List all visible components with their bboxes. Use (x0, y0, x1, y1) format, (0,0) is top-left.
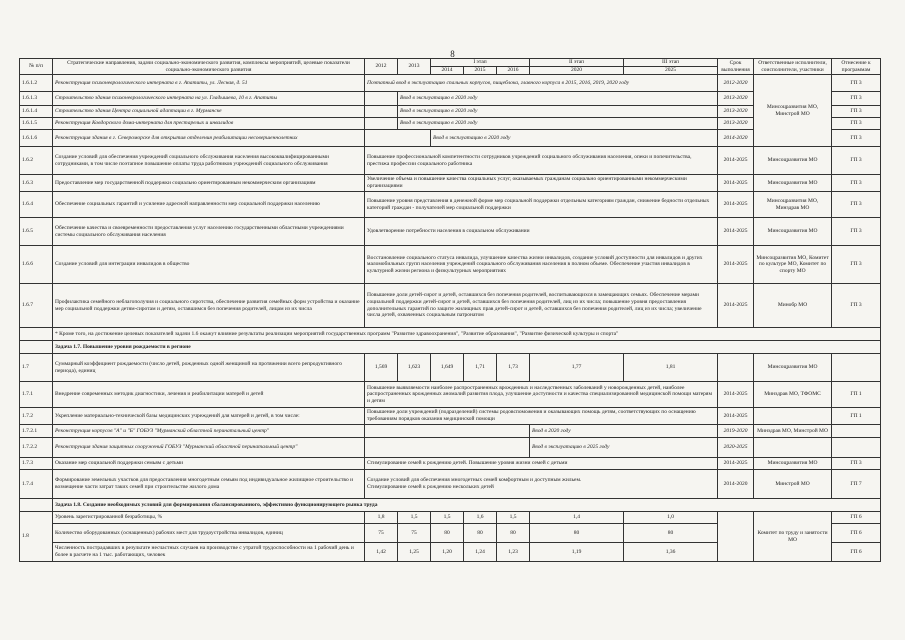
row-responsible: Минсоцразвития МО (754, 218, 832, 246)
table-row (20, 192, 881, 218)
row-num: 1.6.5 (20, 218, 53, 246)
row-responsible: Минстрой МО (754, 470, 832, 499)
row-name: Уровень зарегистрированной безработицы, % (53, 512, 365, 524)
value-2020: 1,4 (530, 512, 624, 524)
value-2025: 1,81 (624, 354, 718, 382)
row-result: Увеличение объема и повышение качества социальных услуг, оказываемых гражданам социально ориентированными некоммерческими организациями (365, 175, 718, 192)
row-result: Повышение профессиональной компетентности сотрудников учреждений социального обслуживания населения, опеки и попечительства, престижа профессии социального работника (365, 147, 718, 175)
row-term: 2013-2020 (718, 118, 754, 130)
row-name: Строительство здания Центра социальной адаптации в г. Мурманске (53, 106, 365, 118)
row-num: 1.6.3 (20, 175, 53, 192)
row-program (832, 354, 881, 382)
row-responsible: Минздрав МО, ТФОМС (754, 382, 832, 408)
row-term: 2012-2020 (718, 75, 754, 92)
row-result: Ввод в эксплуатацию в 2020 году (398, 106, 718, 118)
table-row (20, 218, 881, 246)
row-responsible: Минсоцразвития МО (754, 147, 832, 175)
row-result-line: Стимулирование семей к рождению нескольких детей (367, 484, 494, 490)
header-2012: 2012 (365, 59, 398, 75)
row-name: Предоставление мер государственной поддержки социально ориентированным некоммерческим организациям (53, 175, 365, 192)
row-program (832, 438, 881, 458)
value-2013: 75 (398, 524, 431, 543)
row-num: 1.6.1.2 (20, 75, 53, 92)
value-2012: 75 (365, 524, 398, 543)
value-2016: 1,5 (497, 512, 530, 524)
value-2015: 1,6 (464, 512, 497, 524)
value-2020: 1,77 (530, 354, 624, 382)
row-result-line: Создание условий для обеспечения многодетных семей комфортным и доступным жильем. (367, 477, 582, 484)
row-num: 1.6.6 (20, 246, 53, 284)
row-responsible: Комитет по труду и занятости МО (754, 512, 832, 562)
section-row (20, 341, 881, 354)
value-2013: 1,25 (398, 543, 431, 562)
row-program: ГП 3 (832, 106, 881, 118)
row-name: Реконструкция Ковдорского дома-интерната для престарелых и инвалидов (53, 118, 365, 130)
row-result: Ввод в эксплуатацию в 2020 году (398, 92, 718, 106)
row-result: Стимулирование семей к рождению детей. Повышение уровня жизни семей с детьми (365, 458, 718, 470)
table-row (20, 75, 881, 92)
row-spacer (365, 106, 398, 118)
row-num: 1.7.3 (20, 458, 53, 470)
header-stage-3: III этап (624, 59, 718, 67)
row-spacer (365, 130, 431, 147)
header-program: Отнесение к программам (832, 59, 881, 75)
value-2025: 80 (624, 524, 718, 543)
table-row (20, 118, 881, 130)
row-num: 1.7.2.1 (20, 425, 53, 438)
page-number: 8 (450, 49, 455, 59)
row-num: 1.6.1.5 (20, 118, 53, 130)
table-row (20, 512, 881, 524)
row-term: 2014-2025 (718, 408, 754, 425)
row-spacer (365, 118, 398, 130)
table-row (20, 408, 881, 425)
row-num: 1.6.4 (20, 192, 53, 218)
value-2013: 1,623 (398, 354, 431, 382)
row-program: ГП 3 (832, 175, 881, 192)
row-name: Создание условий для интеграции инвалидов в общество (53, 246, 365, 284)
row-num: 1.6.2 (20, 147, 53, 175)
value-2013: 1,5 (398, 512, 431, 524)
row-result: Удовлетворение потребности населения в социальном обслуживании (365, 218, 718, 246)
row-name: Реконструкция здания защитных сооружений ГОБУЗ "Мурманский областной перинатальный центр" (53, 438, 365, 458)
row-responsible: Минздрав МО, Минстрой МО (754, 425, 832, 438)
row-result (365, 470, 718, 499)
value-2025: 1,0 (624, 512, 718, 524)
note-row (20, 328, 881, 341)
row-term: 2014-2025 (718, 175, 754, 192)
row-name: Реконструкция психоневрологического интерната в г. Апатиты, ул. Лесная, д. 51 (53, 75, 365, 92)
row-program: ГП 6 (832, 543, 881, 562)
value-2016: 80 (497, 524, 530, 543)
row-program: ГП 3 (832, 218, 881, 246)
row-name: Оказание мер социальной поддержки семьям с детьми (53, 458, 365, 470)
row-term: 2013-2020 (718, 106, 754, 118)
row-num: 1.6.7 (20, 284, 53, 328)
row-program: ГП 3 (832, 458, 881, 470)
row-responsible: Минсоцразвития МО (754, 458, 832, 470)
note-text: * Кроме того, на достижение целевых показателей задачи 1.6 окажут влияние результаты реализации мероприятий государственных программ "Развитие здравоохранения", "Развитие образования", "Развитие физической культуры и спорта" (53, 328, 881, 341)
row-result: Ввод в эксплуатацию в 2020 году (431, 130, 718, 147)
row-term: 2014-2025 (718, 382, 754, 408)
row-program: ГП 1 (832, 382, 881, 408)
row-result: Повышение выявляемости наиболее распространенных врожденных и наследственных заболеваний у новорожденных детей, наиболее распространенных врожденных аномалий развития плода, улучшение доступности и качества специализированной медицинской помощи матерям и детям (365, 382, 718, 408)
row-result: Повышение доли детей-сирот и детей, оставшихся без попечения родителей, воспитывающихся в замещающих семьях. Обеспечение мерами социальной поддержки детей-сирот и детей, оставшихся без попечения родителей, лиц из их числа; повышение уровня предоставления дополнительных гарантий по защите жилищных прав детей-сирот и детей, оставшихся без попечения родителей, лиц из их числа; увеличение числа детей, охваченных социальным патронатом (365, 284, 718, 328)
row-name: Суммарный коэффициент рождаемости (число детей, рожденных одной женщиной на протяжении всего репродуктивного периода), единиц (53, 354, 365, 382)
header-2014: 2014 (431, 67, 464, 75)
header-stage-2: II этап (530, 59, 624, 67)
row-num: 1.7.1 (20, 382, 53, 408)
row-name: Реконструкция здания в г. Североморске для открытия отделения реабилитации несовершеннолетних (53, 130, 365, 147)
value-2014: 1,5 (431, 512, 464, 524)
row-term: 2014-2025 (718, 218, 754, 246)
row-term: 2014-2020 (718, 130, 754, 147)
row-name: Профилактика семейного неблагополучия и социального сиротства, обеспечение развития семейных форм устройства и оказание мер социальной поддержки детям-сиротам и детям, оставшимся без попечения родителей, лицам из их числа (53, 284, 365, 328)
header-strategy: Стратегические направления, задачи социально-экономического развития, комплексы мероприятий, целевые показатели социально-экономического развития (53, 59, 365, 75)
header-num: № п/п (20, 59, 53, 75)
value-2020: 1,19 (530, 543, 624, 562)
table-row (20, 92, 881, 106)
row-result: Ввод в эксплуатацию в 2020 году (398, 118, 718, 130)
header-2025: 2025 (624, 67, 718, 75)
program-table (19, 58, 881, 562)
table-row (20, 246, 881, 284)
row-name: Численность пострадавших в результате несчастных случаев на производстве с утратой трудоспособности на 1 рабочий день и более в расчете на 1 тыс. работающих, человек (53, 543, 365, 562)
row-responsible: Минсоцразвития МО (754, 354, 832, 382)
value-2025: 1,36 (624, 543, 718, 562)
row-result: Повышение доли учреждений (подразделений) системы родовспоможения и оказывающих помощь детям, соответствующих по оснащению требованиям порядков оказания медицинской помощи (365, 408, 718, 425)
table-row (20, 354, 881, 382)
value-2014: 1,649 (431, 354, 464, 382)
row-num (20, 499, 53, 512)
header-row (20, 59, 881, 67)
table-row (20, 438, 881, 458)
row-num: 1.7.2 (20, 408, 53, 425)
row-program: ГП 3 (832, 130, 881, 147)
row-result: Поэтапный ввод в эксплуатацию спальных корпусов, пищеблока, главного корпуса в 2015, 2016, 2019, 2020 году (365, 75, 718, 92)
row-name: Формирование земельных участков для предоставления многодетным семьям под индивидуальное жилищное строительство и возмещение части затрат таких семей при строительстве жилого дома (53, 470, 365, 499)
row-num (20, 328, 53, 341)
row-program: ГП 6 (832, 512, 881, 524)
section-heading: Задача 1.8. Создание необходимых условий для формирования сбалансированного, эффективно функционирующего рынка труда (53, 499, 881, 512)
header-responsible: Ответственные исполнители, соисполнители, участники (754, 59, 832, 75)
row-name: Строительство здания психоневрологического интерната на ул. Гладышева, 10 в г. Апатиты (53, 92, 365, 106)
row-result: Ввод в эксплуатацию в 2025 году (530, 438, 718, 458)
row-spacer (365, 425, 530, 438)
value-2014: 1,20 (431, 543, 464, 562)
value-2015: 80 (464, 524, 497, 543)
row-responsible: Минсоцразвития МО, Минстрой МО (754, 75, 832, 147)
row-program: ГП 3 (832, 284, 881, 328)
row-program: ГП 3 (832, 147, 881, 175)
row-program: ГП 3 (832, 118, 881, 130)
row-spacer (365, 92, 398, 106)
value-2015: 1,71 (464, 354, 497, 382)
row-program: ГП 1 (832, 408, 881, 425)
row-responsible (754, 438, 832, 458)
row-term: 2014-2025 (718, 246, 754, 284)
row-name: Создание условий для обеспечения учреждений социального обслуживания населения высококвалифицированными сотрудниками, в том числе поэтапное повышение оплаты труда работников учреждений социального обслуживания (53, 147, 365, 175)
table-row (20, 175, 881, 192)
row-program: ГП 7 (832, 470, 881, 499)
row-responsible: Минсоцразвития МО (754, 175, 832, 192)
value-2016: 1,73 (497, 354, 530, 382)
table-row (20, 425, 881, 438)
row-num (20, 341, 53, 354)
value-2012: 1,8 (365, 512, 398, 524)
row-num: 1.7 (20, 354, 53, 382)
row-num: 1.6.1.3 (20, 92, 53, 106)
value-2020: 80 (530, 524, 624, 543)
row-responsible: Минобр МО (754, 284, 832, 328)
row-term: 2013-2020 (718, 92, 754, 106)
table-row (20, 106, 881, 118)
table-row (20, 147, 881, 175)
header-term: Срок выполнения (718, 59, 754, 75)
header-2015: 2015 (464, 67, 497, 75)
row-term: 2020-2025 (718, 438, 754, 458)
section-heading: Задача 1.7. Повышение уровня рождаемости в регионе (53, 341, 881, 354)
row-term (718, 354, 754, 382)
value-2016: 1,23 (497, 543, 530, 562)
row-name: Количество оборудованных (оснащенных) рабочих мест для трудоустройства инвалидов, единиц (53, 524, 365, 543)
row-num: 1.8 (20, 512, 53, 562)
row-spacer (365, 438, 530, 458)
section-row (20, 499, 881, 512)
value-2014: 80 (431, 524, 464, 543)
row-program: ГП 3 (832, 75, 881, 92)
value-2015: 1,24 (464, 543, 497, 562)
row-program: ГП 6 (832, 524, 881, 543)
row-name: Укрепление материально-технической базы медицинских учреждений для матерей и детей, в том числе: (53, 408, 365, 425)
row-name: Обеспечение социальных гарантий и усиление адресной направленности мер социальной поддержки населению (53, 192, 365, 218)
row-num: 1.7.2.2 (20, 438, 53, 458)
header-2020: 2020 (530, 67, 624, 75)
table-row (20, 458, 881, 470)
table-row (20, 284, 881, 328)
row-result: Ввод в 2020 году (530, 425, 718, 438)
row-responsible: Минсоцразвития МО, Комитет по культуре МО, Комитет по спорту МО (754, 246, 832, 284)
table-row (20, 470, 881, 499)
row-num: 1.7.4 (20, 470, 53, 499)
row-num: 1.6.1.6 (20, 130, 53, 147)
row-result: Повышение уровня представления в денежной форме мер социальной поддержки отдельным категориям граждан, снижение бедности отдельных категорий граждан - получателей мер социальной поддержки (365, 192, 718, 218)
row-program: ГП 3 (832, 192, 881, 218)
row-responsible (754, 408, 832, 425)
row-result: Восстановление социального статуса инвалида, улучшение качества жизни инвалидов, создание условий доступности для инвалидов и других маломобильных групп населения учреждений социального обслуживания населения в полном объеме. Обеспечение участия инвалидов в культурной жизни региона и физкультурных мероприятиях (365, 246, 718, 284)
row-program: ГП 3 (832, 92, 881, 106)
table-row (20, 130, 881, 147)
header-2013: 2013 (398, 59, 431, 75)
row-name: Обеспечение качества и своевременности предоставления услуг населению государственными областными учреждениями системы социального обслуживания населения (53, 218, 365, 246)
row-name: Внедрение современных методик диагностики, лечения и реабилитации матерей и детей (53, 382, 365, 408)
header-2016: 2016 (497, 67, 530, 75)
header-stage-1: I этап (431, 59, 530, 67)
row-num: 1.6.1.4 (20, 106, 53, 118)
value-2012: 1,569 (365, 354, 398, 382)
value-2012: 1,42 (365, 543, 398, 562)
table-row (20, 382, 881, 408)
row-program: ГП 3 (832, 246, 881, 284)
row-term (718, 512, 754, 562)
row-responsible: Минсоцразвития МО, Минздрав МО (754, 192, 832, 218)
row-term: 2014-2025 (718, 192, 754, 218)
row-name: Реконструкция корпусов "А" и "Б" ГОБУЗ "Мурманский областной перинатальный центр" (53, 425, 365, 438)
row-term: 2014-2025 (718, 147, 754, 175)
row-term: 2019-2020 (718, 425, 754, 438)
row-program (832, 425, 881, 438)
row-term: 2014-2020 (718, 470, 754, 499)
row-term: 2014-2025 (718, 284, 754, 328)
row-term: 2014-2025 (718, 458, 754, 470)
